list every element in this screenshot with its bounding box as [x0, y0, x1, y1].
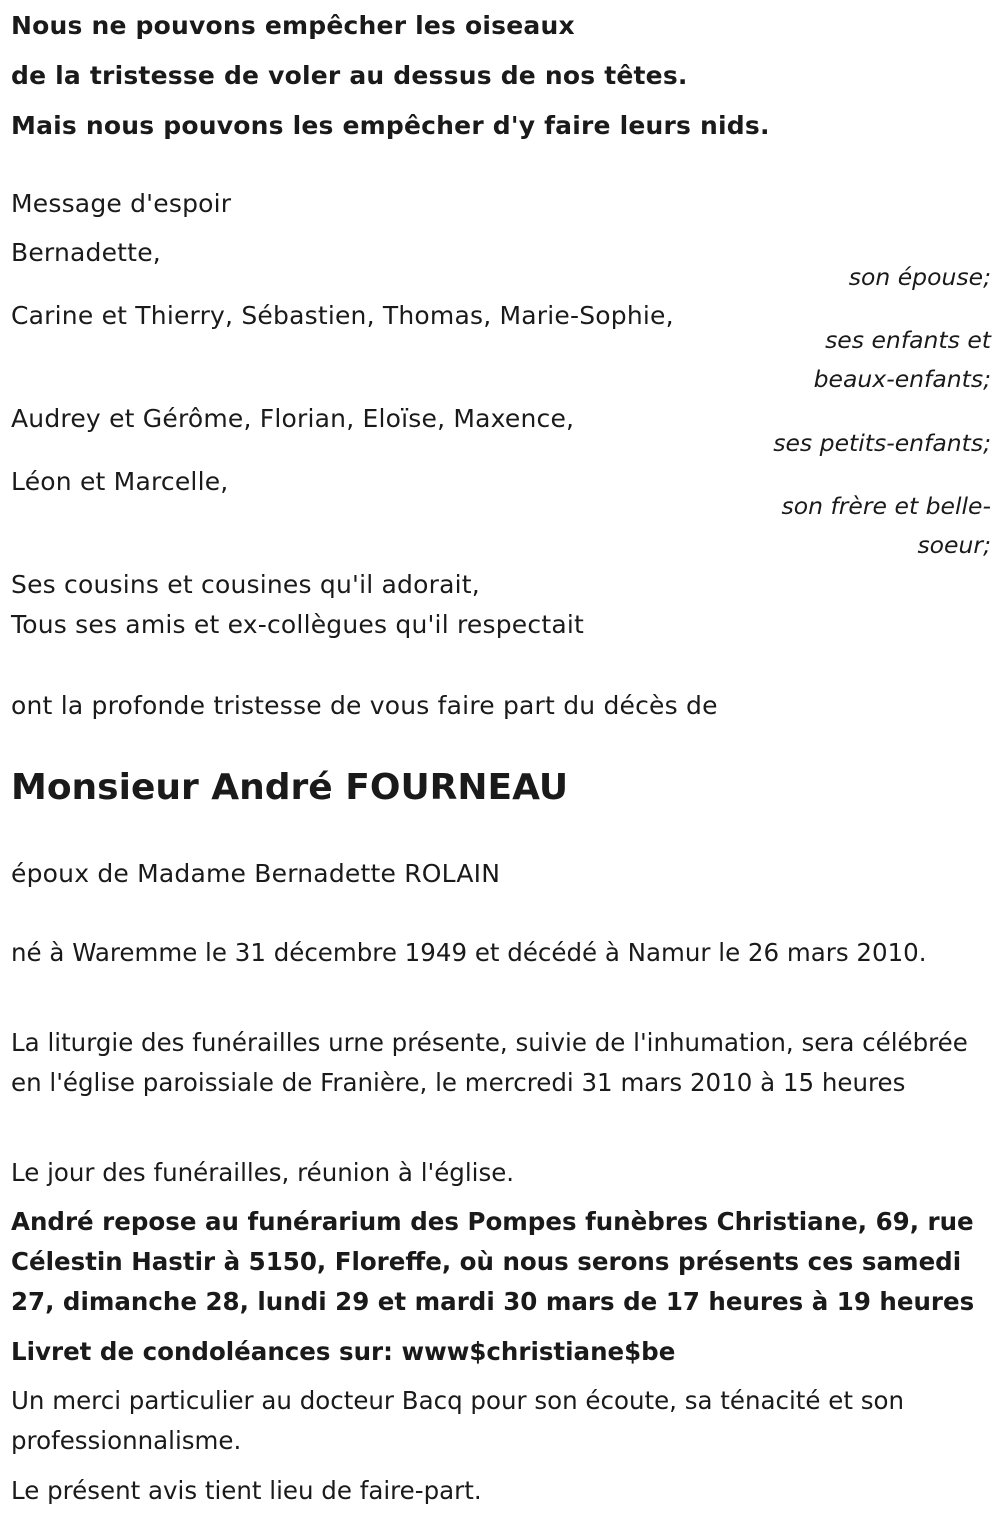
obituary-notice — [11, 0, 991, 1526]
deceased-name: Monsieur André FOURNEAU — [11, 767, 569, 808]
family-names-spouse: Bernadette, — [11, 238, 161, 267]
message-header: Message d'espoir — [11, 189, 232, 218]
family-relation-children-1: ses enfants et — [825, 326, 991, 354]
family-relation-grandchildren: ses petits-enfants; — [773, 429, 991, 457]
poem-line-2: de la tristesse de voler au dessus de nos têtes. — [11, 61, 688, 90]
meeting-paragraph: Le jour des funérailles, réunion à l'église. — [11, 1158, 515, 1187]
family-names-grandchildren: Audrey et Gérôme, Florian, Eloïse, Maxence, — [11, 404, 575, 433]
thanks-paragraph: Un merci particulier au docteur Bacq pour son écoute, sa ténacité et son professionnalisme. — [11, 1386, 905, 1455]
funerarium-paragraph: André repose au funérarium des Pompes funèbres Christiane, 69, rue Célestin Hastir à 5150, Floreffe, où nous serons présents ces samedi 27, dimanche 28, lundi 29 et mardi 30 mars de 17 heures à 19 heures — [11, 1207, 975, 1316]
family-names-siblings: Léon et Marcelle, — [11, 467, 229, 496]
poem-line-3: Mais nous pouvons les empêcher d'y faire leurs nids. — [11, 111, 770, 140]
poem-line-1: Nous ne pouvons empêcher les oiseaux — [11, 11, 575, 40]
family-names-children: Carine et Thierry, Sébastien, Thomas, Marie-Sophie, — [11, 301, 674, 330]
poem — [11, 6, 770, 156]
friends-line: Tous ses amis et ex-collègues qu'il respectait — [11, 610, 584, 639]
family-relation-children-2: beaux-enfants; — [813, 365, 991, 393]
notice-line: Le présent avis tient lieu de faire-part. — [11, 1476, 482, 1505]
family-relation-siblings-2: soeur; — [917, 531, 991, 559]
spouse-line: époux de Madame Bernadette ROLAIN — [11, 859, 501, 888]
liturgy-paragraph: La liturgie des funérailles urne présente, suivie de l'inhumation, sera célébrée en l'église paroissiale de Franière, le mercredi 31 mars 2010 à 15 heures — [11, 1028, 968, 1097]
announcement: ont la profonde tristesse de vous faire part du décès de — [11, 691, 718, 720]
condolences-line: Livret de condoléances sur: www$christiane$be — [11, 1337, 676, 1366]
cousins-line: Ses cousins et cousines qu'il adorait, — [11, 570, 480, 599]
family-relation-spouse: son épouse; — [848, 263, 991, 291]
birth-death-paragraph: né à Waremme le 31 décembre 1949 et décédé à Namur le 26 mars 2010. — [11, 938, 927, 967]
family-relation-siblings-1: son frère et belle- — [781, 492, 991, 520]
